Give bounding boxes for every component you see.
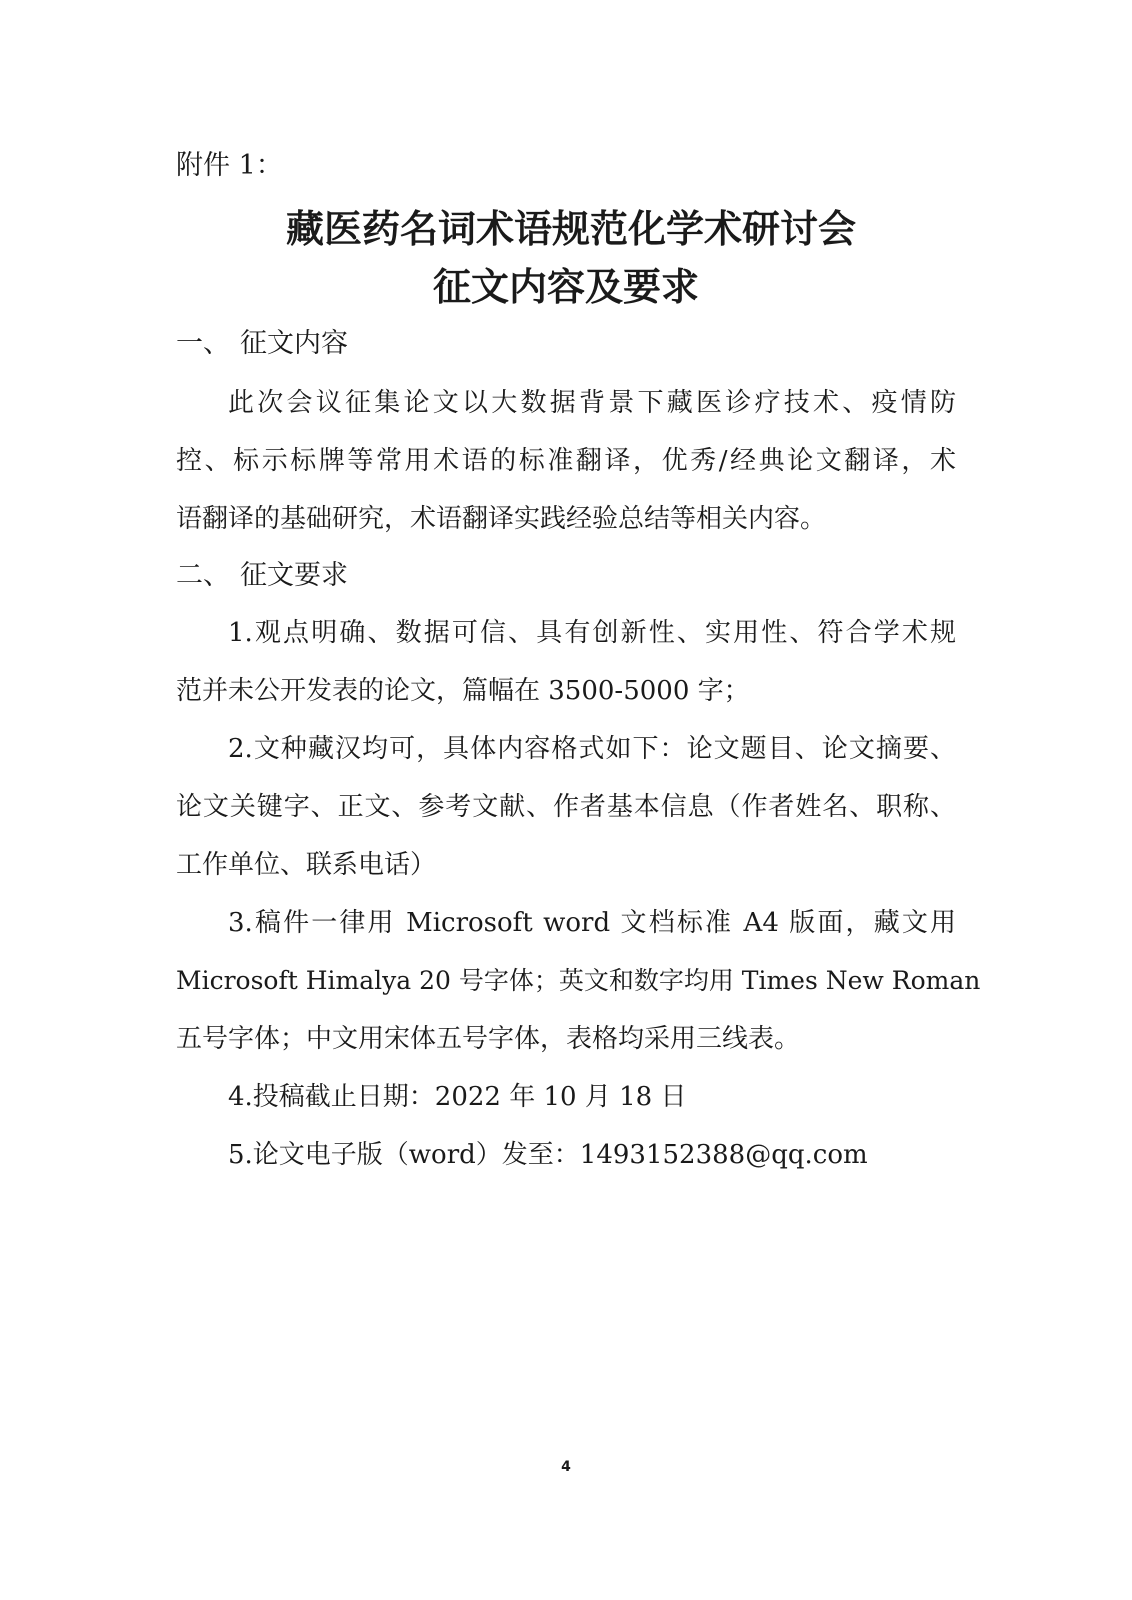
paragraph-line: 3.稿件一律用 Microsoft word 文档标准 A4 版面，藏文用	[228, 908, 956, 938]
paragraph-line: Microsoft Himalya 20 号字体；英文和数字均用 Times New Roman	[176, 966, 981, 995]
paragraph-line: 2.文种藏汉均可，具体内容格式如下：论文题目、论文摘要、	[228, 734, 956, 764]
section-1-paragraph	[176, 374, 956, 548]
paragraph-line: 语翻译的基础研究，术语翻译实践经验总结等相关内容。	[176, 504, 827, 534]
section-1-title: 征文内容	[240, 328, 348, 359]
page-number: 4	[561, 1459, 571, 1475]
paragraph-line: 范并未公开发表的论文，篇幅在 3500-5000 字；	[176, 676, 750, 706]
paragraph-line: 论文关键字、正文、参考文献、作者基本信息（作者姓名、职称、	[176, 792, 956, 822]
submission-email: 5.论文电子版（word）发至：1493152388@qq.com	[228, 1140, 868, 1170]
submission-deadline: 4.投稿截止日期：2022 年 10 月 18 日	[228, 1082, 687, 1112]
requirement-item-4	[176, 1068, 956, 1126]
paragraph-line: 控、标示标牌等常用术语的标准翻译，优秀/经典论文翻译，术	[176, 446, 956, 476]
paragraph-line: 五号字体；中文用宋体五号字体，表格均采用三线表。	[176, 1024, 801, 1054]
requirement-item-1	[176, 604, 956, 720]
section-2-heading	[176, 558, 348, 594]
document-title-line-1: 藏医药名词术语规范化学术研讨会	[285, 207, 856, 251]
document-title-line-2: 征文内容及要求	[432, 265, 699, 309]
requirement-item-3	[176, 894, 981, 1068]
paragraph-line: 此次会议征集论文以大数据背景下藏医诊疗技术、疫情防	[228, 388, 956, 418]
requirement-item-5	[176, 1126, 956, 1184]
section-1-number: 一、	[176, 328, 230, 359]
paragraph-line: 1.观点明确、数据可信、具有创新性、实用性、符合学术规	[228, 618, 956, 648]
requirement-item-2	[176, 720, 956, 894]
section-2-title: 征文要求	[240, 560, 348, 591]
paragraph-line: 工作单位、联系电话）	[176, 850, 437, 880]
attachment-label: 附件 1：	[176, 150, 283, 181]
section-2-number: 二、	[176, 560, 230, 591]
section-1-heading	[176, 326, 348, 362]
